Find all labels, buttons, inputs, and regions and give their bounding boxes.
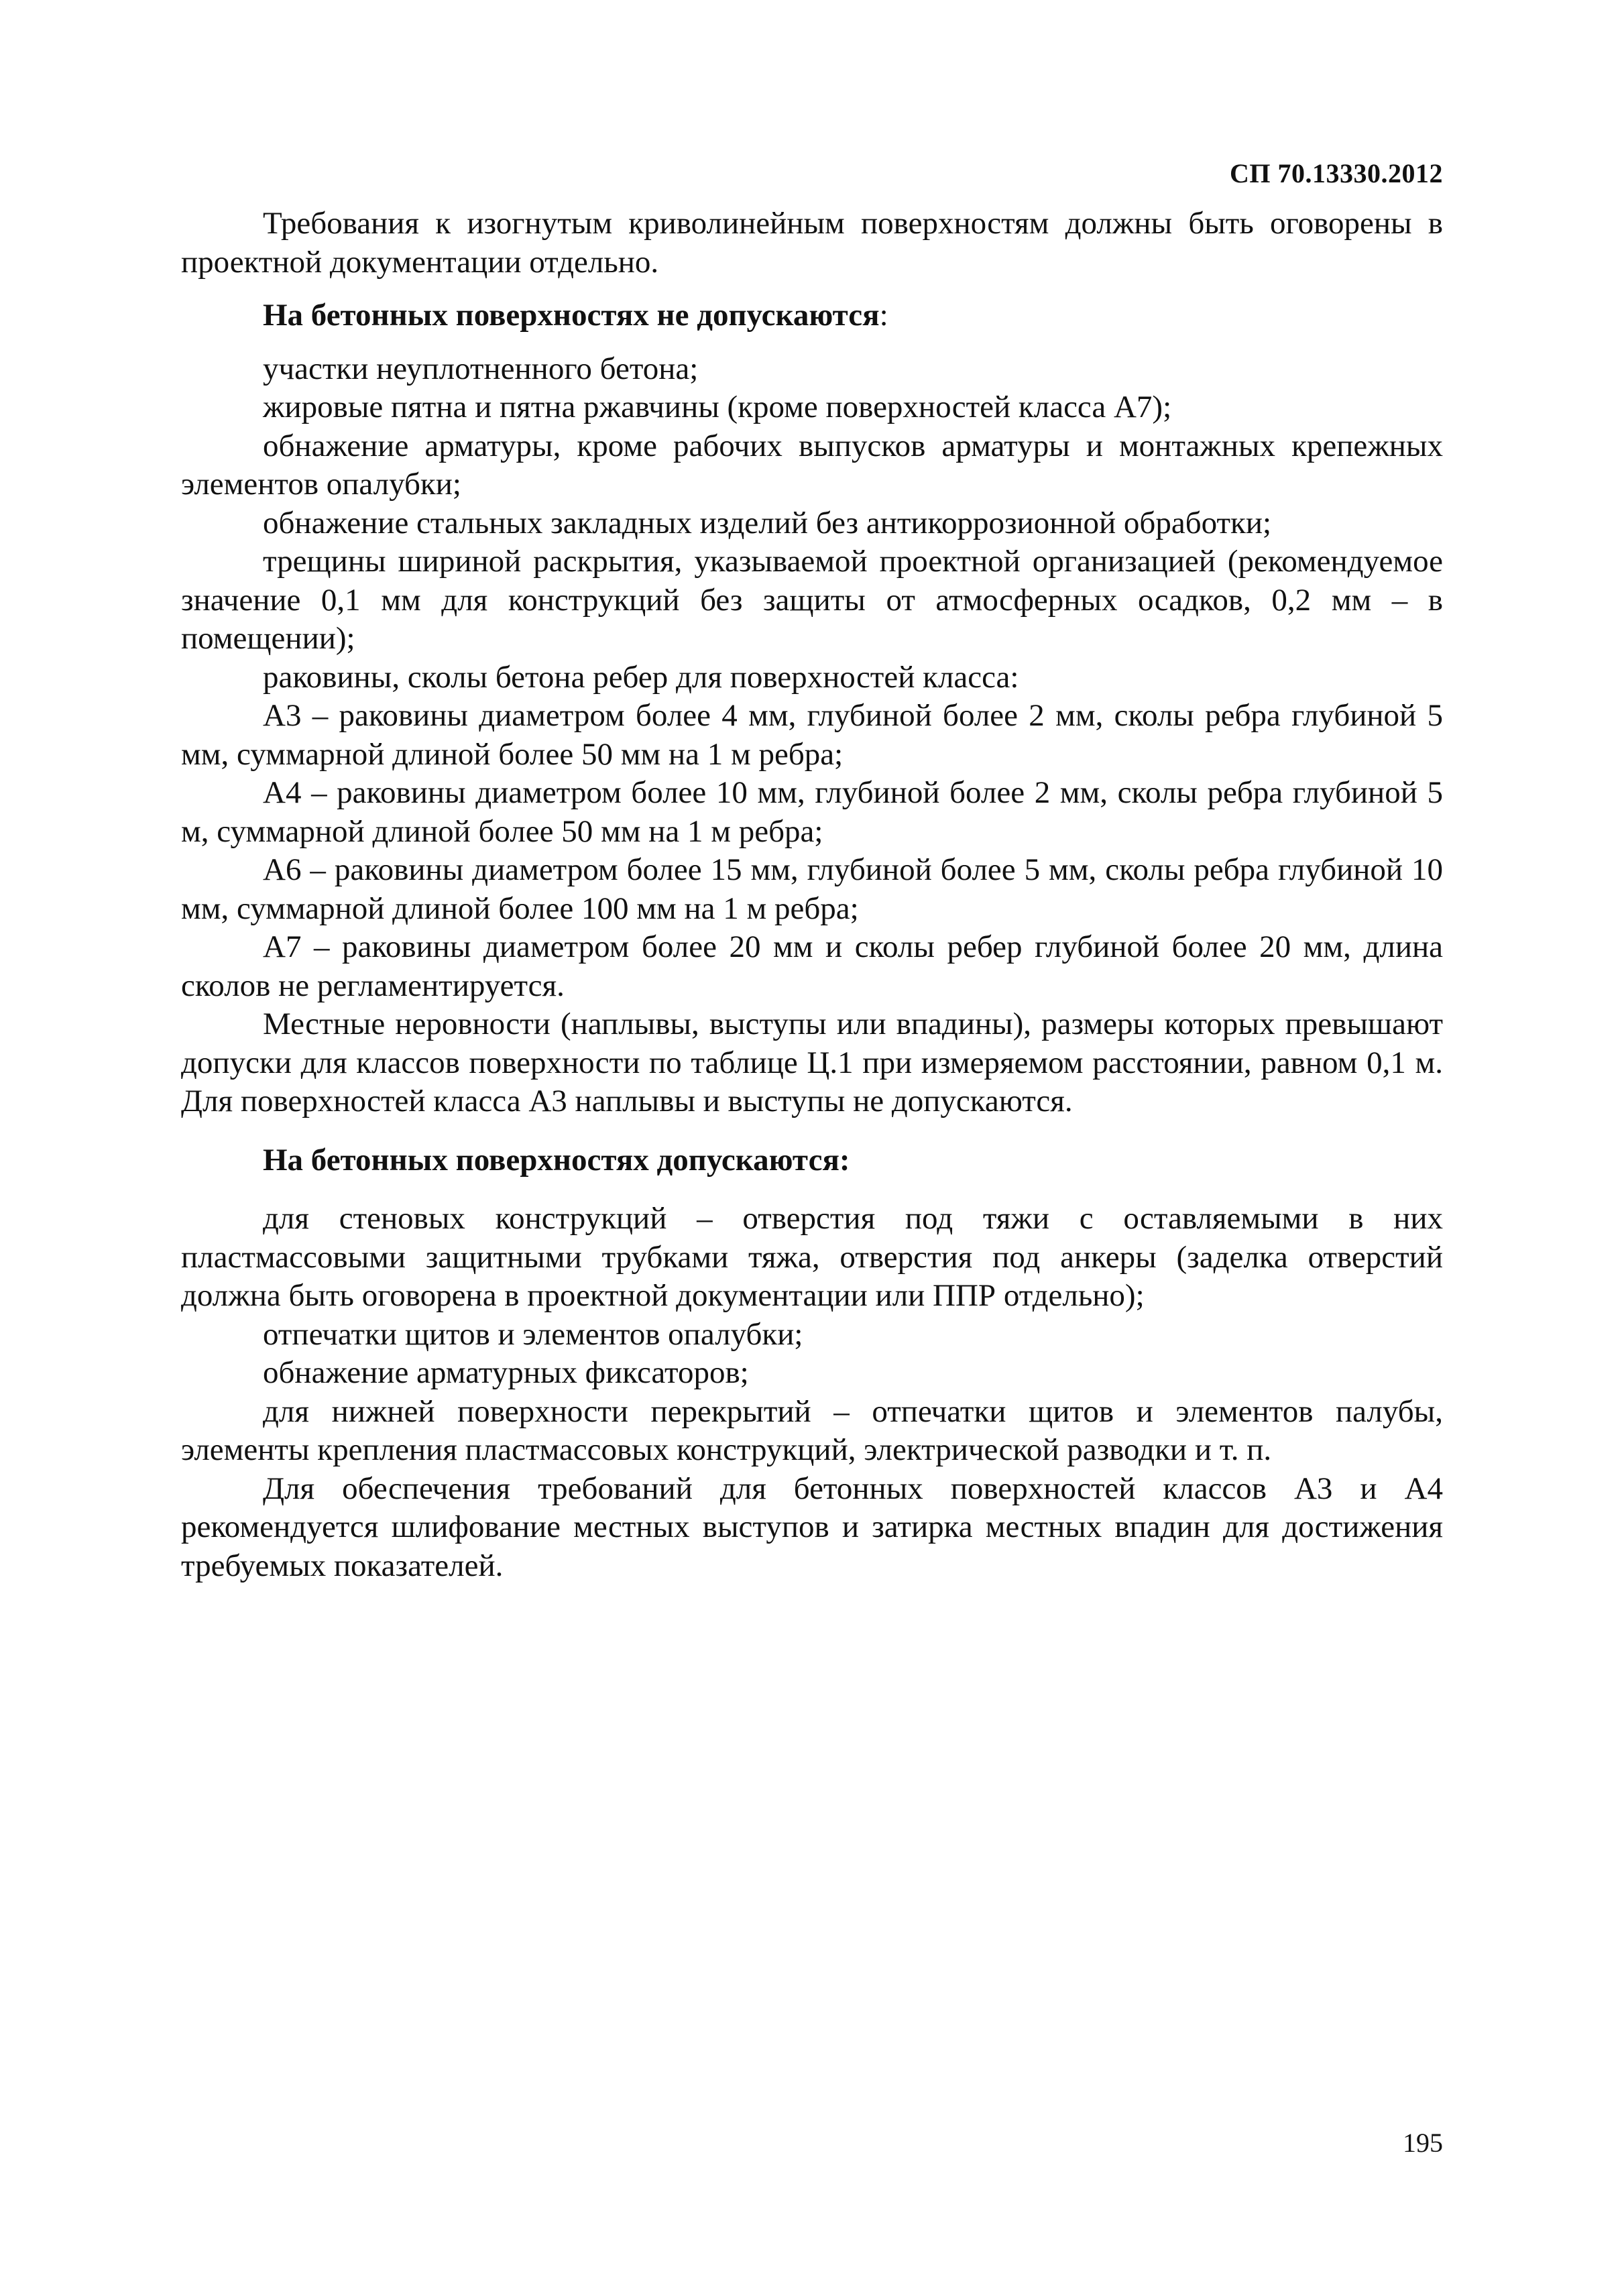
list-item: А4 – раковины диаметром более 10 мм, глубиной более 2 мм, сколы ребра глубиной 5 м, суммарной длиной более 50 мм на 1 м ребра;: [181, 775, 1443, 849]
list-item: обнажение арматуры, кроме рабочих выпусков арматуры и монтажных крепежных элементов опалубки;: [181, 428, 1443, 502]
list-item: участки неуплотненного бетона;: [263, 351, 699, 386]
list-item: обнажение стальных закладных изделий без антикоррозионной обработки;: [263, 505, 1272, 540]
section-heading-not-allowed-text: На бетонных поверхностях не допускаются: [263, 298, 880, 333]
list-item: жировые пятна и пятна ржавчины (кроме поверхностей класса А7);: [263, 390, 1172, 424]
intro-paragraph: Требования к изогнутым криволинейным поверхностям должны быть оговорены в проектной документации отдельно.: [181, 206, 1443, 280]
list-item: для нижней поверхности перекрытий – отпечатки щитов и элементов палубы, элементы крепления пластмассовых конструкций, электрической разводки и т. п.: [181, 1393, 1443, 1467]
list-item: А6 – раковины диаметром более 15 мм, глубиной более 5 мм, сколы ребра глубиной 10 мм, суммарной длиной более 100 мм на 1 м ребра;: [181, 852, 1443, 926]
page-body: [181, 205, 1443, 1585]
section-heading-allowed: На бетонных поверхностях допускаются:: [263, 1142, 850, 1178]
list-item: обнажение арматурных фиксаторов;: [263, 1355, 749, 1390]
list-item: Для обеспечения требований для бетонных поверхностей классов А3 и А4 рекомендуется шлифование местных выступов и затирка местных впадин для достижения требуемых показателей.: [181, 1471, 1443, 1583]
list-item: А7 – раковины диаметром более 20 мм и сколы ребер глубиной более 20 мм, длина сколов не регламентируется.: [181, 929, 1443, 1003]
section-heading-not-allowed: [181, 296, 1443, 335]
list-item: А3 – раковины диаметром более 4 мм, глубиной более 2 мм, сколы ребра глубиной 5 мм, суммарной длиной более 50 мм на 1 м ребра;: [181, 698, 1443, 772]
list-item: раковины, сколы бетона ребер для поверхностей класса:: [263, 659, 1019, 695]
page-number: 195: [1403, 2128, 1443, 2158]
list-item: отпечатки щитов и элементов опалубки;: [263, 1316, 803, 1352]
section-heading-not-allowed-colon: :: [879, 298, 888, 333]
list-item: трещины шириной раскрытия, указываемой проектной организацией (рекомендуемое значение 0,1 мм для конструкций без защиты от атмосферных осадков, 0,2 мм – в помещении);: [181, 544, 1443, 656]
document-code: СП 70.13330.2012: [1230, 158, 1443, 188]
list-item: для стеновых конструкций – отверстия под тяжи с оставляемыми в них пластмассовыми защитными трубками тяжа, отверстия под анкеры (заделка отверстий должна быть оговорена в проектной документации или ППР отдельно);: [181, 1201, 1443, 1313]
list-item: Местные неровности (наплывы, выступы или впадины), размеры которых превышают допуски для классов поверхности по таблице Ц.1 при измеряемом расстоянии, равном 0,1 м. Для поверхностей класса А3 наплывы и выступы не допускаются.: [181, 1007, 1443, 1118]
